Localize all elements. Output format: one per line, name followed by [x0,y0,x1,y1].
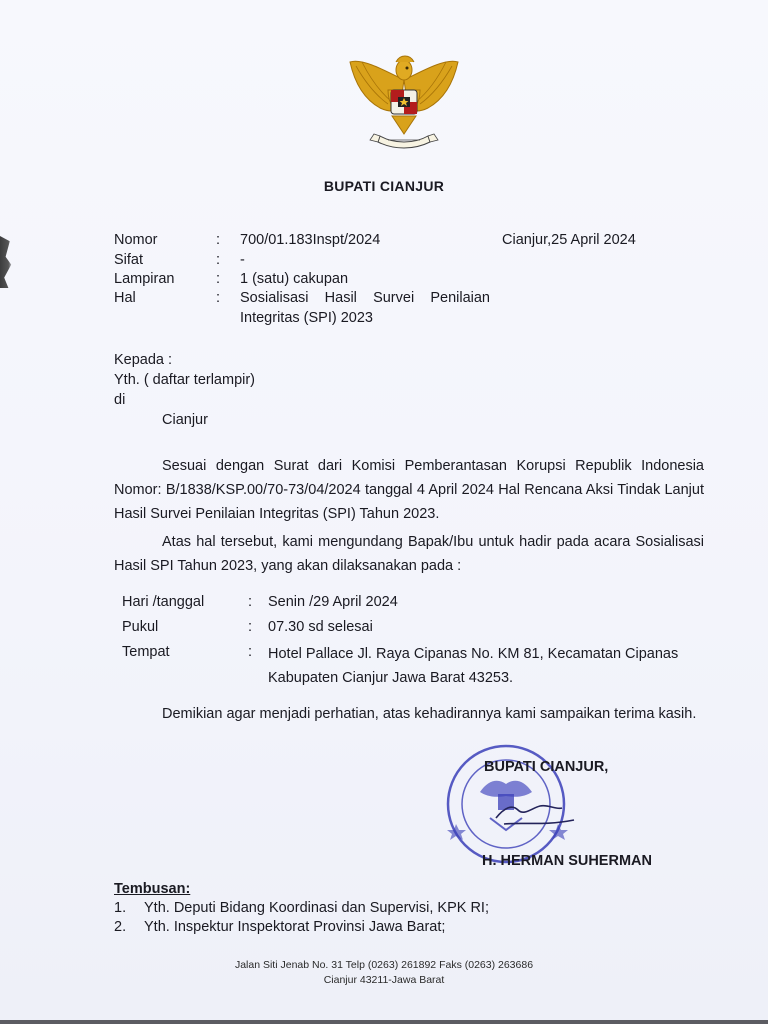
meta-value-sifat: - [240,252,245,268]
event-label-hari: Hari /tanggal [122,594,205,610]
tembusan-item-text: Yth. Inspektur Inspektorat Provinsi Jawa Barat; [144,919,446,935]
event-value-pukul: 07.30 sd selesai [268,619,373,635]
signatory-name: H. HERMAN SUHERMAN [482,853,652,869]
meta-colon: : [216,232,221,248]
event-value-hari: Senin /29 April 2024 [268,594,398,610]
footer-address-line-1: Jalan Siti Jenab No. 31 Telp (0263) 261892 Faks (0263) 263686 [234,959,534,971]
scan-bottom-edge [0,1020,768,1024]
meta-colon: : [216,252,221,268]
meta-value-hal: Sosialisasi Hasil Survei Penilaian Integritas (SPI) 2023 [240,290,490,326]
tembusan-heading: Tembusan: [114,881,191,897]
recipient-kepada: Kepada : [114,352,173,368]
event-colon: : [248,594,253,610]
meta-colon: : [216,290,221,306]
recipient-yth: Yth. ( daftar terlampir) [114,372,256,388]
tembusan-item-number: 2. [114,919,127,935]
event-colon: : [248,644,253,660]
event-label-pukul: Pukul [122,619,159,635]
tembusan-item-number: 1. [114,900,127,916]
page-title: BUPATI CIANJUR [323,178,445,194]
letter-date: Cianjur,25 April 2024 [502,232,636,248]
meta-colon: : [216,271,221,287]
recipient-city: Cianjur [162,412,208,428]
signatory-title: BUPATI CIANJUR, [484,759,609,775]
meta-value-lampiran: 1 (satu) cakupan [240,271,349,287]
footer-address-line-2: Cianjur 43211-Jawa Barat [323,974,445,986]
closing-paragraph: Demikian agar menjadi perhatian, atas kehadirannya kami sampaikan terima kasih. [162,706,697,722]
event-value-tempat: Hotel Pallace Jl. Raya Cipanas No. KM 81, Kecamatan Cipanas Kabupaten Cianjur Jawa Barat 43253. [268,646,679,686]
body-paragraph-2: Atas hal tersebut, kami mengundang Bapak/Ibu untuk hadir pada acara Sosialisasi Hasil SPI Tahun 2023, yang akan dilaksanakan pada : [114,534,704,574]
event-label-tempat: Tempat [122,644,170,660]
meta-label-lampiran: Lampiran [114,271,175,287]
meta-label-sifat: Sifat [114,252,144,268]
meta-value-nomor: 700/01.183Inspt/2024 [240,232,381,248]
scan-edge-mark [0,236,14,288]
garuda-emblem-icon [344,50,464,155]
recipient-di: di [114,392,126,408]
event-colon: : [248,619,253,635]
footer-address [0,958,768,988]
meta-label-hal: Hal [114,290,136,306]
tembusan-item-text: Yth. Deputi Bidang Koordinasi dan Supervisi, KPK RI; [144,900,489,916]
meta-label-nomor: Nomor [114,232,158,248]
body-paragraph-1: Sesuai dengan Surat dari Komisi Pemberantasan Korupsi Republik Indonesia Nomor: B/1838/KSP.00/70-73/04/2024 tanggal 4 April 2024 Hal Rencana Aksi Tindak Lanjut Hasil Survei Penilaian Integritas (SPI) Tahun 2023. [114,458,704,522]
